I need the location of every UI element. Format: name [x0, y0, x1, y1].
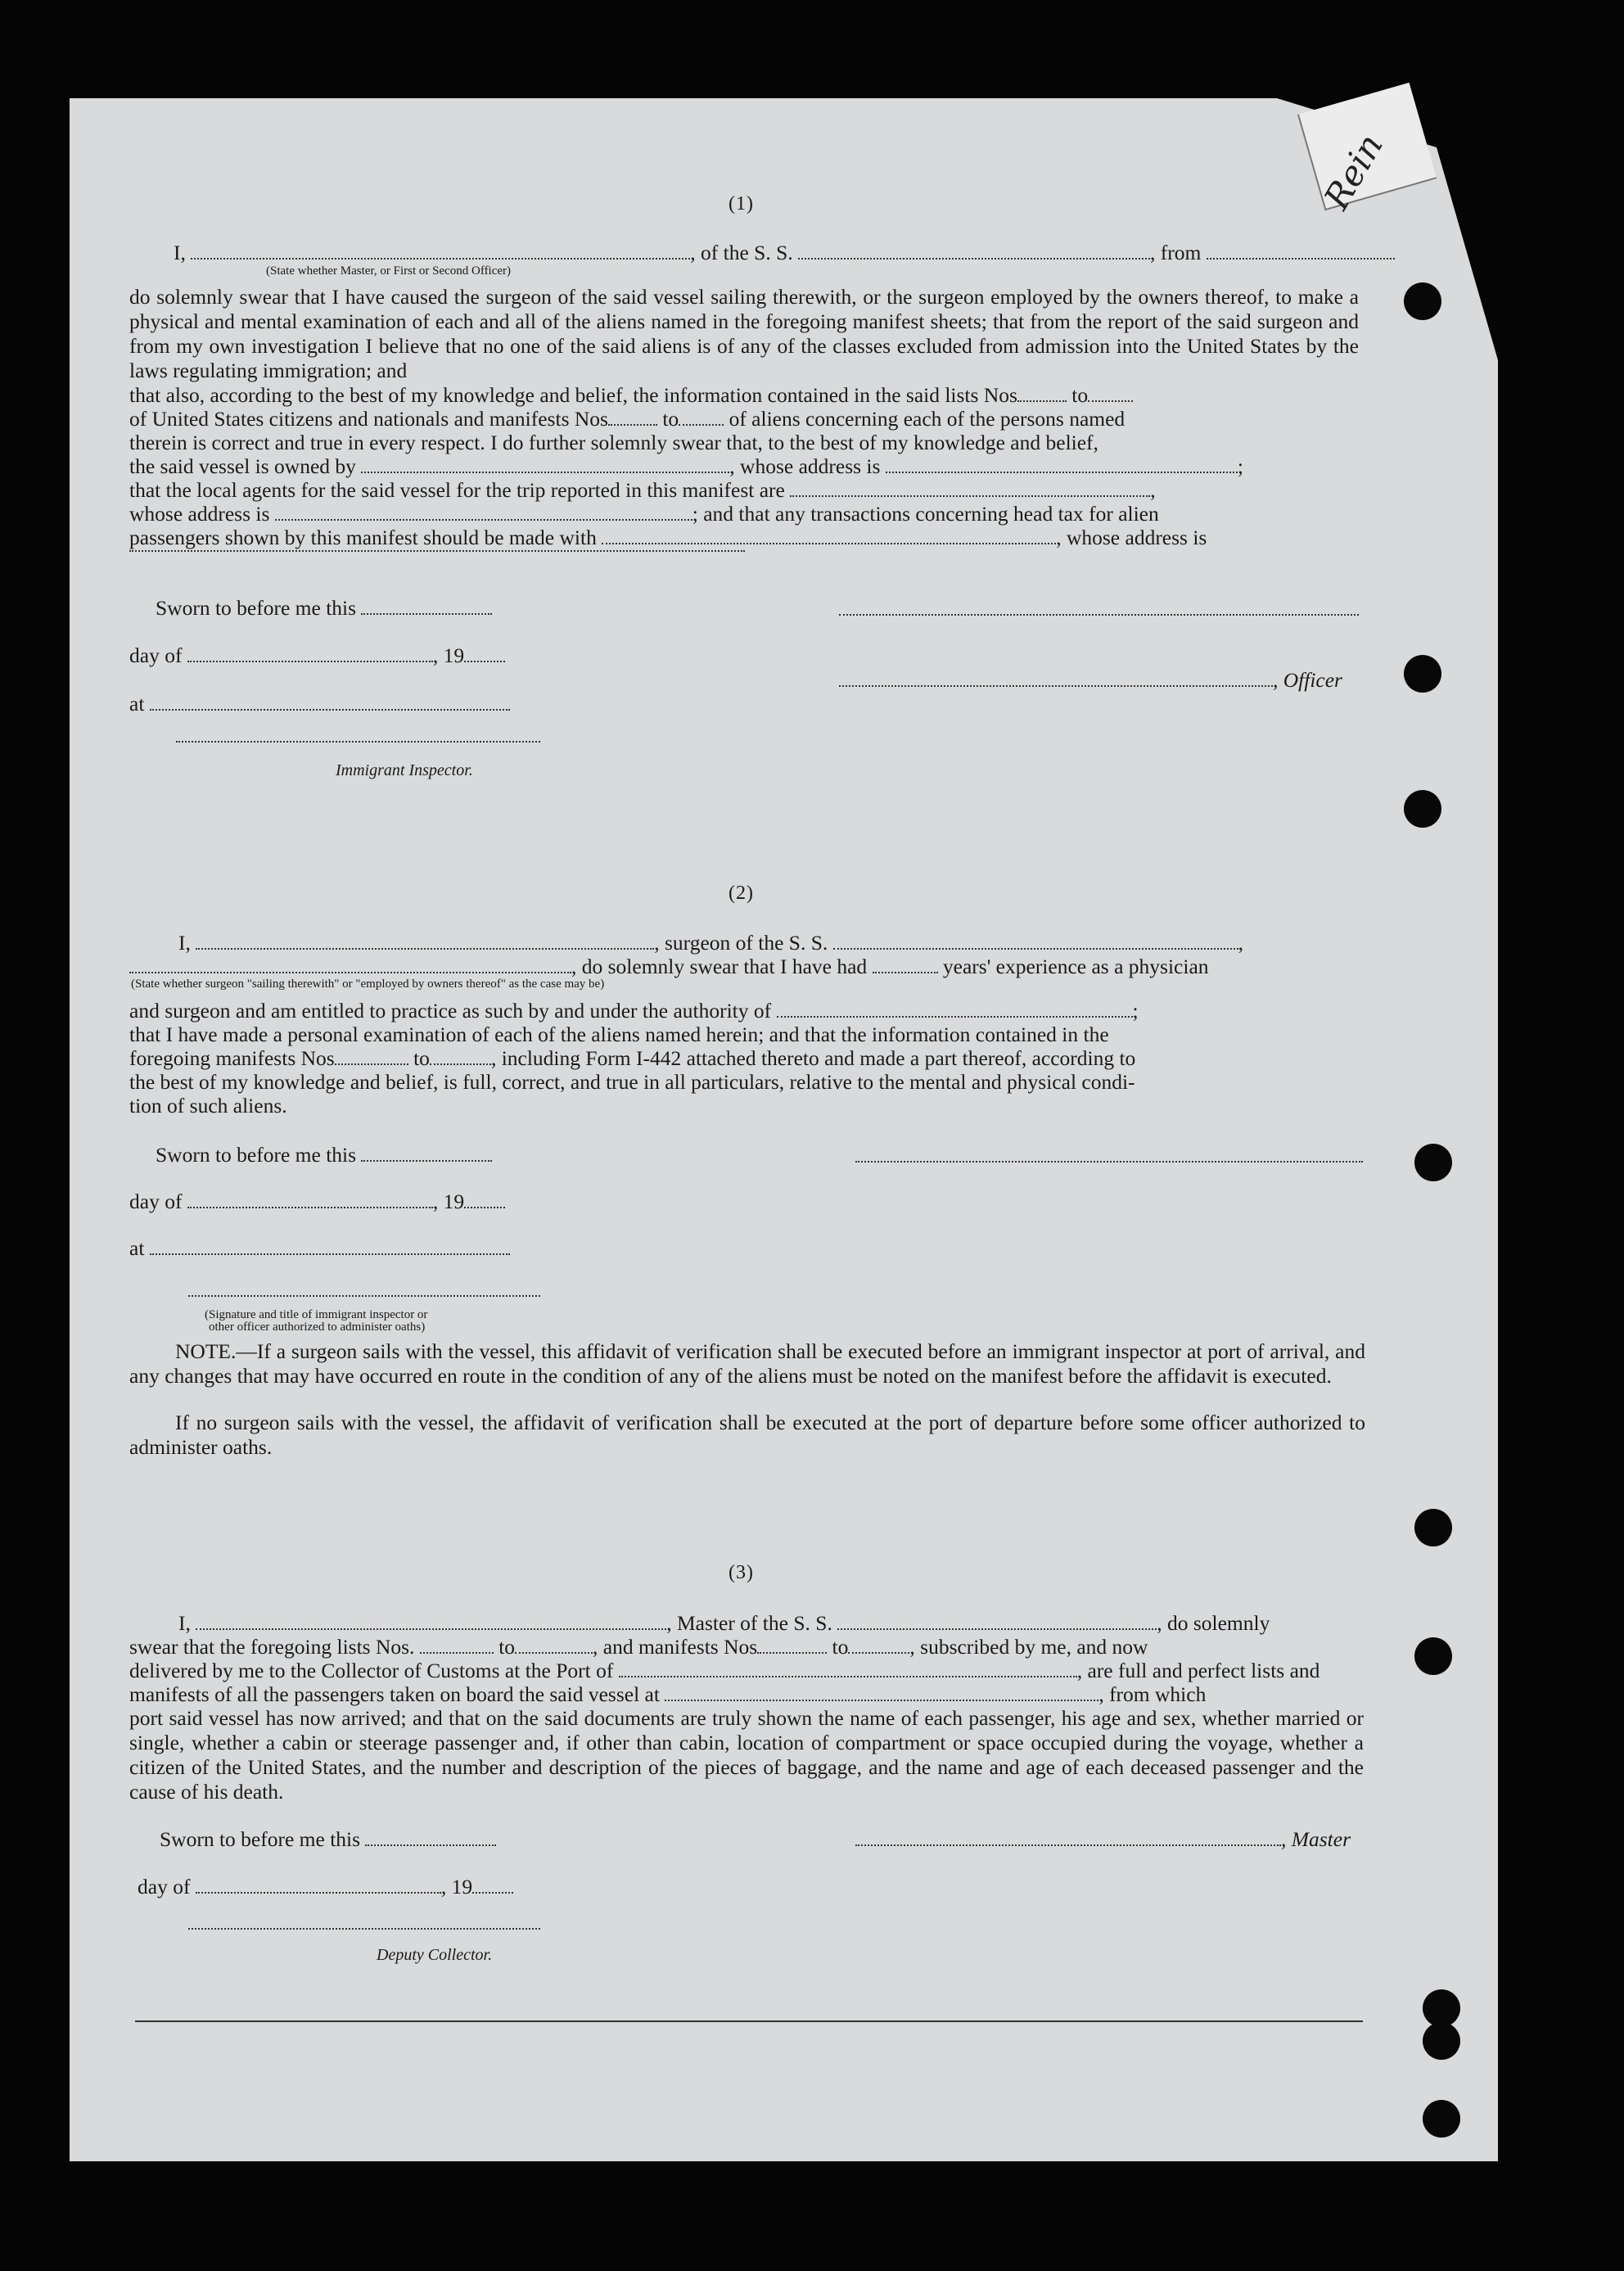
text: at: [129, 1236, 145, 1260]
port-field[interactable]: [619, 1661, 1077, 1677]
section-3-number: (3): [729, 1562, 754, 1583]
embark-port-field[interactable]: [665, 1685, 1098, 1701]
note-paragraph: [129, 1339, 1365, 1388]
text: , subscribed by me, and now: [909, 1635, 1148, 1659]
from-port-field[interactable]: [1207, 243, 1395, 260]
agents-address-field[interactable]: [275, 504, 692, 521]
text: to: [832, 1635, 849, 1659]
head-tax-address-field[interactable]: [129, 550, 745, 552]
text: of United States citizens and nationals and manifests Nos: [129, 407, 608, 431]
section-1-owned-line: [129, 454, 1243, 479]
officer-caption: (State whether Master, or First or Second Officer): [266, 264, 512, 278]
text: , Officer: [1273, 668, 1342, 692]
sworn-date-field[interactable]: [361, 598, 492, 615]
section-1-line-1: [174, 241, 1395, 265]
text: , 19: [440, 1875, 473, 1899]
year-field[interactable]: [464, 1192, 505, 1208]
text: I,: [178, 1611, 191, 1635]
manifests-to-field[interactable]: [848, 1637, 909, 1654]
manifests-from-field[interactable]: [757, 1637, 827, 1654]
section-3-day: [138, 1875, 513, 1899]
master-name-field[interactable]: [196, 1614, 666, 1630]
section-2-line-4: that I have made a personal examination of each of the aliens named herein; and that the information contained in the: [129, 1023, 1109, 1046]
punch-hole: [1404, 655, 1441, 693]
section-2-line-5: [129, 1046, 1135, 1071]
signature-caption-2: other officer authorized to administer oaths): [209, 1321, 426, 1334]
section-3-sworn: [160, 1827, 496, 1852]
surgeon-caption: (State whether surgeon "sailing therewith" or "employed by owners thereof" as the case may be): [131, 977, 605, 991]
ship-name-field[interactable]: [798, 243, 1150, 260]
manifests-to-field[interactable]: [679, 409, 724, 426]
sworn-date-field[interactable]: [361, 1145, 492, 1162]
text: , from: [1150, 241, 1202, 264]
section-2-day: [129, 1190, 505, 1214]
authority-field[interactable]: [777, 1001, 1133, 1018]
inspector-caption: Immigrant Inspector.: [336, 761, 473, 779]
section-2-number: (2): [729, 883, 754, 904]
text: to: [413, 1046, 430, 1070]
day-field[interactable]: [187, 1192, 433, 1208]
note-paragraph-2: If no surgeon sails with the vessel, the affidavit of verification shall be executed at the port of departure before some officer authorized to administer oaths.: [129, 1411, 1365, 1459]
text: , 19: [432, 1190, 465, 1213]
section-2-line-3: and surgeon and am entitled to practice as such by and under the authority of ;: [129, 999, 1139, 1023]
collector-caption: Deputy Collector.: [377, 1946, 493, 1964]
text: , and manifests Nos: [593, 1635, 758, 1659]
note-label: NOTE.: [175, 1339, 237, 1363]
section-1-officer: [839, 668, 1342, 693]
text: , surgeon of the S. S.: [654, 931, 828, 955]
text: that the local agents for the said vessel for the trip reported in this manifest are: [129, 478, 785, 502]
ship-name-field[interactable]: [833, 933, 1238, 950]
text: to: [662, 407, 679, 431]
section-1-whose-line: [129, 502, 1159, 526]
text: , including Form I-442 attached thereto and made a part thereof, according to: [490, 1046, 1136, 1070]
manifests-to-field[interactable]: [430, 1049, 491, 1065]
at-field[interactable]: [150, 694, 510, 711]
officer-field[interactable]: [191, 243, 690, 260]
text: ;: [1237, 454, 1243, 478]
text: day of: [129, 1190, 183, 1213]
day-field[interactable]: [187, 646, 433, 662]
section-2-line-1: I, , surgeon of the S. S. ,: [178, 931, 1244, 955]
text: , whose address is: [1056, 526, 1207, 549]
note-text: —If a surgeon sails with the vessel, this affidavit of verification shall be executed before an immigrant inspector at port of arrival, and any changes that may have occurred en route in the condition of any of the aliens must be noted on the manifest before the affidavit is executed.: [129, 1339, 1365, 1388]
inspector-signature-field[interactable]: [188, 1295, 540, 1297]
at-field[interactable]: [150, 1239, 510, 1255]
bleed-through-text: [573, 557, 597, 632]
tab-handwritten-note: Rein: [1316, 127, 1391, 216]
punch-hole: [1423, 2022, 1460, 2060]
signature-caption-1: (Signature and title of immigrant inspector or: [205, 1308, 428, 1321]
text: , Master: [1281, 1827, 1351, 1851]
section-2-line-6: the best of my knowledge and belief, is full, correct, and true in all particulars, relative to the mental and physical condi-: [129, 1070, 1135, 1094]
lists-to-field[interactable]: [1088, 386, 1133, 402]
section-2-line-2: [129, 955, 1209, 979]
section-2-sworn: [156, 1143, 492, 1167]
year-field[interactable]: [472, 1877, 513, 1894]
text: to: [1071, 383, 1089, 407]
text: I,: [178, 931, 191, 955]
text: ; and that any transactions concerning head tax for alien: [692, 502, 1159, 526]
section-3-line-4: [129, 1682, 1206, 1707]
text: whose address is: [129, 502, 270, 526]
section-1-number: (1): [729, 193, 754, 214]
text: , whose address is: [729, 454, 881, 478]
signature-field[interactable]: [839, 596, 1359, 616]
section-1-at: [129, 692, 510, 716]
text: day of: [129, 643, 183, 667]
lists-from-field[interactable]: [1017, 386, 1067, 402]
section-3-paragraph: port said vessel has now arrived; and that on the said documents are truly shown the name of each passenger, his age and sex, whether married or single, whether a cabin or steerage passenger and, if other than cabin, location of compartment or space occupied during the voyage, whether a citizen of the United States, and the number and description of the pieces of baggage, and the name and age of each deceased passenger and the cause of his death.: [129, 1706, 1364, 1804]
owner-address-field[interactable]: [886, 457, 1238, 473]
text: years' experience as a physician: [942, 955, 1209, 978]
bottom-rule: [135, 2020, 1363, 2022]
officer-signature-field[interactable]: [839, 670, 1273, 687]
section-1-day: [129, 643, 505, 668]
text: manifests of all the passengers taken on board the said vessel at: [129, 1682, 660, 1706]
text: swear that the foregoing lists Nos.: [129, 1635, 415, 1659]
section-2-line-7: tion of such aliens.: [129, 1094, 287, 1117]
section-3-line-2: [129, 1635, 1148, 1659]
surgeon-status-field[interactable]: [129, 957, 571, 973]
year-field[interactable]: [464, 646, 505, 662]
punch-hole: [1414, 1509, 1452, 1546]
text: to: [498, 1635, 516, 1659]
punch-hole: [1404, 790, 1441, 828]
section-3-line-3: [129, 1659, 1320, 1683]
text: the said vessel is owned by: [129, 454, 356, 478]
text: Sworn to before me this: [156, 596, 357, 620]
text: , do solemnly: [1157, 1611, 1270, 1635]
surgeon-name-field[interactable]: [196, 933, 654, 950]
text: , from which: [1098, 1682, 1207, 1706]
text: at: [129, 692, 145, 716]
years-field[interactable]: [873, 957, 938, 973]
text: that also, according to the best of my knowledge and belief, the information contained in the said lists Nos: [129, 383, 1017, 407]
day-field[interactable]: [196, 1877, 441, 1894]
punch-hole: [1414, 1144, 1452, 1181]
text: delivered by me to the Collector of Customs at the Port of: [129, 1659, 614, 1682]
manifests-from-field[interactable]: [608, 409, 657, 426]
punch-hole: [1414, 1637, 1452, 1675]
text: day of: [138, 1875, 191, 1899]
text: foregoing manifests Nos: [129, 1046, 335, 1070]
text: I,: [174, 241, 186, 264]
sworn-date-field[interactable]: [365, 1830, 496, 1846]
section-1-passengers-line: [129, 526, 1207, 550]
text: , of the S. S.: [690, 241, 793, 264]
section-3-line-1: [178, 1611, 1270, 1636]
section-3-master: [855, 1827, 1351, 1852]
punch-hole: [1423, 2100, 1460, 2138]
surgeon-signature-field[interactable]: [855, 1143, 1363, 1163]
text: , Master of the S. S.: [666, 1611, 832, 1635]
text: passengers shown by this manifest should be made with: [129, 526, 597, 549]
text: , 19: [432, 643, 465, 667]
lists-to-field[interactable]: [515, 1637, 593, 1654]
section-1-paragraph: do solemnly swear that I have caused the surgeon of the said vessel sailing therewith, or the surgeon employed by the owners thereof, to make a physical and mental examination of each and all of the aliens named in the foregoing manifest sheets; that from the report of the said surgeon and from my own investigation I believe that no one of the said aliens is of any of the classes excluded from admission into the United States by the laws regulating immigration; and: [129, 285, 1359, 382]
collector-signature-field[interactable]: [188, 1928, 540, 1930]
agents-field[interactable]: [790, 481, 1150, 497]
inspector-signature-field[interactable]: [176, 741, 540, 743]
section-1-lists-line: [129, 383, 1133, 408]
owner-field[interactable]: [361, 457, 729, 473]
text: of aliens concerning each of the persons named: [729, 407, 1126, 431]
section-1-agents-line: that the local agents for the said vessel for the trip reported in this manifest are ,: [129, 478, 1156, 502]
punch-hole: [1404, 282, 1441, 320]
section-1-correct-line: therein is correct and true in every respect. I do further solemnly swear that, to the best of my knowledge and belief,: [129, 431, 1098, 454]
text: and surgeon and am entitled to practice as such by and under the authority of: [129, 999, 772, 1023]
text: Sworn to before me this: [160, 1827, 361, 1851]
section-1-citizens-line: [129, 407, 1125, 431]
section-1-sworn: [156, 596, 492, 621]
lists-from-field[interactable]: [420, 1637, 494, 1654]
text: Sworn to before me this: [156, 1143, 357, 1167]
ship-name-field[interactable]: [837, 1614, 1157, 1630]
manifests-from-field[interactable]: [335, 1049, 408, 1065]
text: , do solemnly swear that I have had: [571, 955, 868, 978]
master-signature-field[interactable]: [855, 1830, 1281, 1846]
head-tax-field[interactable]: [602, 528, 1056, 544]
section-2-at: [129, 1236, 510, 1261]
text: , are full and perfect lists and: [1076, 1659, 1320, 1682]
